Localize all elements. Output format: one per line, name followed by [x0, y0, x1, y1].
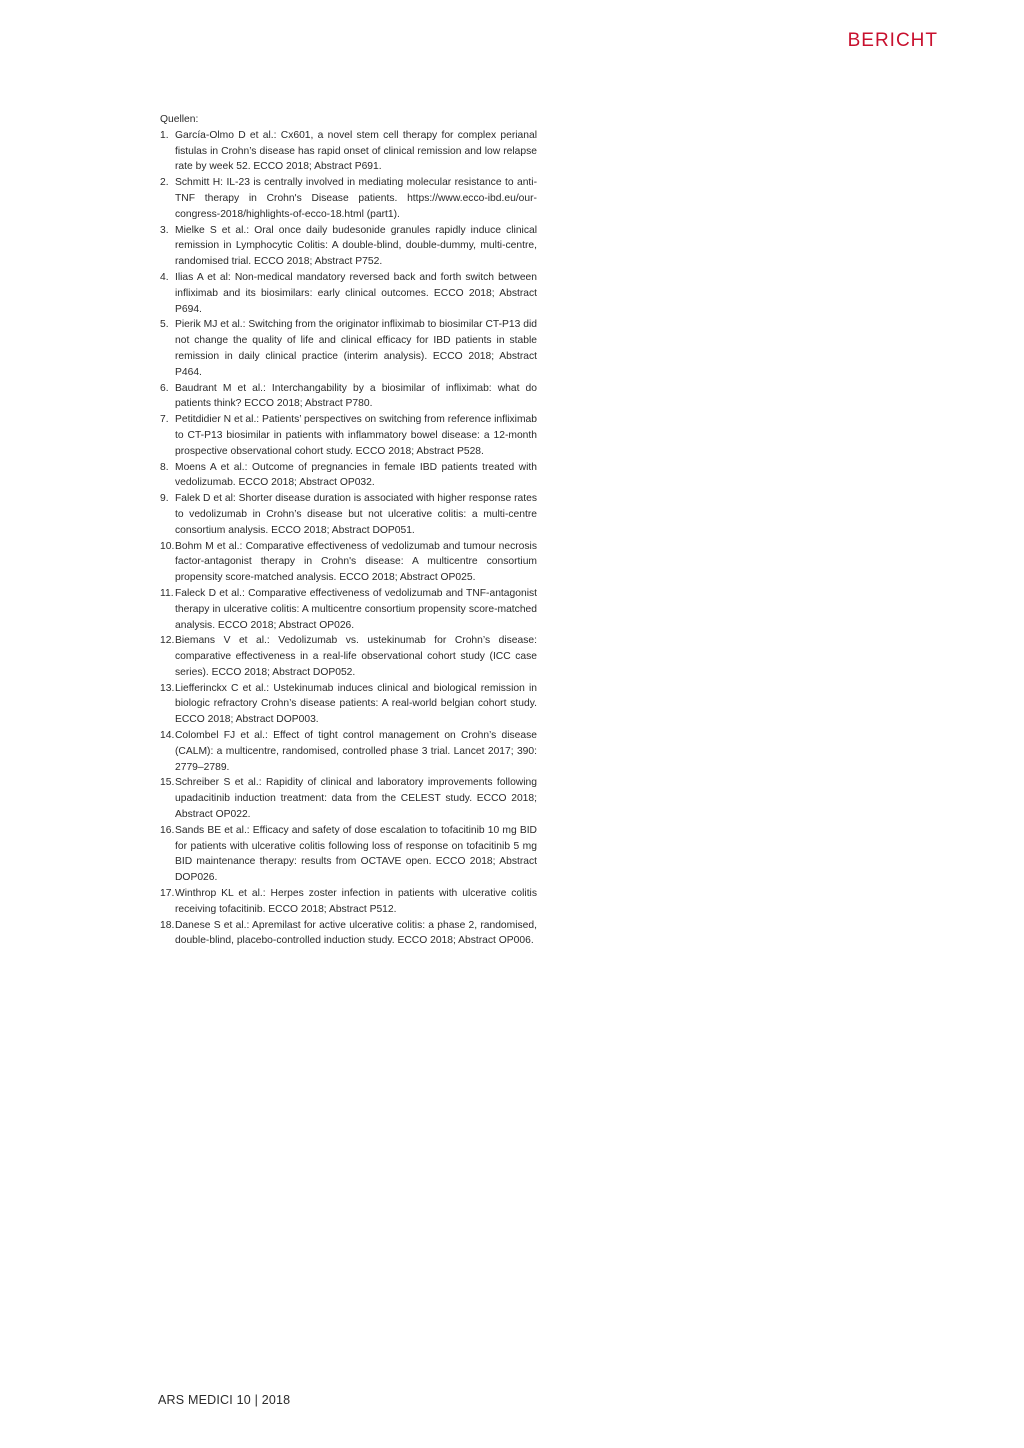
reference-item: [160, 886, 537, 918]
reference-text: Winthrop KL et al.: Herpes zoster infection in patients with ulcerative colitis receiving tofacitinib. ECCO 2018; Abstract P512.: [175, 888, 537, 915]
reference-text: Schreiber S et al.: Rapidity of clinical and laboratory improvements following upadacitinib induction treatment: data from the CELEST study. ECCO 2018; Abstract OP022.: [175, 777, 537, 821]
reference-item: [160, 775, 537, 822]
reference-number: 5.: [160, 319, 169, 331]
reference-text: Baudrant M et al.: Interchangability by a biosimilar of infliximab: what do patients think? ECCO 2018; Abstract P780.: [175, 382, 537, 410]
reference-number: 6.: [160, 382, 169, 394]
reference-item: [160, 633, 537, 680]
reference-text: Faleck D et al.: Comparative effectiveness of vedolizumab and TNF-antagonist therapy in ulcerative colitis: A multicentre consortium propensity score-matched analysis. ECCO 2018; Abstract OP026.: [175, 587, 537, 631]
reference-number: 4.: [160, 271, 169, 283]
reference-item: [160, 223, 537, 270]
reference-item: [160, 491, 537, 538]
reference-text: Liefferinckx C et al.: Ustekinumab induces clinical and biological remission in biologic refractory Crohn’s disease patients: A real-world belgian cohort study. ECCO 2018; Abstract DOP003.: [175, 682, 537, 726]
reference-item: [160, 918, 537, 950]
reference-item: [160, 317, 537, 380]
reference-item: [160, 460, 537, 492]
reference-item: [160, 381, 537, 413]
reference-number: 7.: [160, 414, 169, 426]
reference-item: [160, 175, 537, 222]
section-label: BERICHT: [847, 30, 938, 51]
reference-number: 10.: [160, 540, 175, 552]
reference-item: [160, 681, 537, 728]
reference-text: Ilias A et al: Non-medical mandatory reversed back and forth switch between infliximab and its biosimilars: early clinical outcomes. ECCO 2018; Abstract P694.: [175, 271, 537, 315]
reference-text: Danese S et al.: Apremilast for active ulcerative colitis: a phase 2, randomised, double-blind, placebo-controlled induction study. ECCO 2018; Abstract OP006.: [175, 919, 537, 947]
reference-text: Falek D et al: Shorter disease duration is associated with higher response rates to vedolizumab in Crohn’s disease but not ulcerative colitis: a multi-centre consortium analysis. ECCO 2018; Abstract DOP051.: [175, 493, 537, 536]
reference-text: García-Olmo D et al.: Cx601, a novel stem cell therapy for complex perianal fistulas in Crohn’s disease has rapid onset of clinical remission and low relapse rate by week 52. ECCO 2018; Abstract P691.: [175, 129, 537, 173]
reference-item: [160, 128, 537, 175]
reference-number: 15.: [160, 777, 175, 789]
reference-item: [160, 412, 537, 459]
reference-text: Petitdidier N et al.: Patients’ perspectives on switching from reference infliximab to CT-P13 biosimilar in patients with inflammatory bowel disease: a 12-month prospective observational cohort study. ECCO 2018; Abstract P528.: [175, 414, 537, 457]
reference-number: 18.: [160, 919, 175, 931]
reference-number: 12.: [160, 635, 175, 647]
reference-number: 11.: [160, 587, 174, 599]
reference-text: Sands BE et al.: Efficacy and safety of dose escalation to tofacitinib 10 mg BID for patients with ulcerative colitis following loss of response on tofacitinib 5 mg BID maintenance therapy: results from OCTAVE open. ECCO 2018; Abstract DOP026.: [175, 824, 537, 884]
references-section: [160, 112, 537, 949]
references-heading: Quellen:: [160, 114, 199, 125]
reference-text: Schmitt H: IL-23 is centrally involved in mediating molecular resistance to anti-TNF therapy in Crohn's Disease patients. https://www.ecco-ibd.eu/our-congress-2018/highlights-of-ecco-18.html (part1).: [175, 177, 537, 220]
reference-number: 9.: [160, 493, 169, 505]
reference-text: Biemans V et al.: Vedolizumab vs. ustekinumab for Crohn’s disease: comparative effectiveness in a real-life observational cohort study (ICC case series). ECCO 2018; Abstract DOP052.: [175, 635, 537, 678]
reference-text: Colombel FJ et al.: Effect of tight control management on Crohn’s disease (CALM): a multicentre, randomised, controlled phase 3 trial. Lancet 2017; 390: 2779–2789.: [175, 730, 537, 773]
reference-text: Bohm M et al.: Comparative effectiveness of vedolizumab and tumour necrosis factor-antagonist therapy in Crohn's disease: A multicentre consortium propensity score-matched analysis. ECCO 2018; Abstract OP025.: [175, 540, 537, 584]
reference-list: [160, 128, 537, 949]
reference-number: 3.: [160, 224, 169, 236]
footer-journal: ARS MEDICI 10 | 2018: [158, 1393, 291, 1407]
reference-number: 13.: [160, 682, 175, 694]
reference-number: 17.: [160, 888, 175, 900]
reference-item: [160, 823, 537, 886]
reference-item: [160, 539, 537, 586]
reference-text: Mielke S et al.: Oral once daily budesonide granules rapidly induce clinical remission in Lymphocytic Colitis: A double-blind, double-dummy, multi-centre, randomised trial. ECCO 2018; Abstract P752.: [175, 224, 537, 268]
reference-item: [160, 270, 537, 317]
reference-number: 2.: [160, 177, 169, 189]
reference-number: 16.: [160, 824, 175, 836]
reference-number: 8.: [160, 461, 169, 473]
reference-text: Pierik MJ et al.: Switching from the originator infliximab to biosimilar CT-P13 did not change the quality of life and clinical efficacy for IBD patients in stable remission in daily clinical practice (interim analysis). ECCO 2018; Abstract P464.: [175, 319, 537, 378]
reference-number: 14.: [160, 730, 175, 742]
reference-text: Moens A et al.: Outcome of pregnancies in female IBD patients treated with vedolizumab. ECCO 2018; Abstract OP032.: [175, 461, 537, 489]
reference-number: 1.: [160, 129, 169, 141]
reference-item: [160, 586, 537, 633]
reference-item: [160, 728, 537, 775]
